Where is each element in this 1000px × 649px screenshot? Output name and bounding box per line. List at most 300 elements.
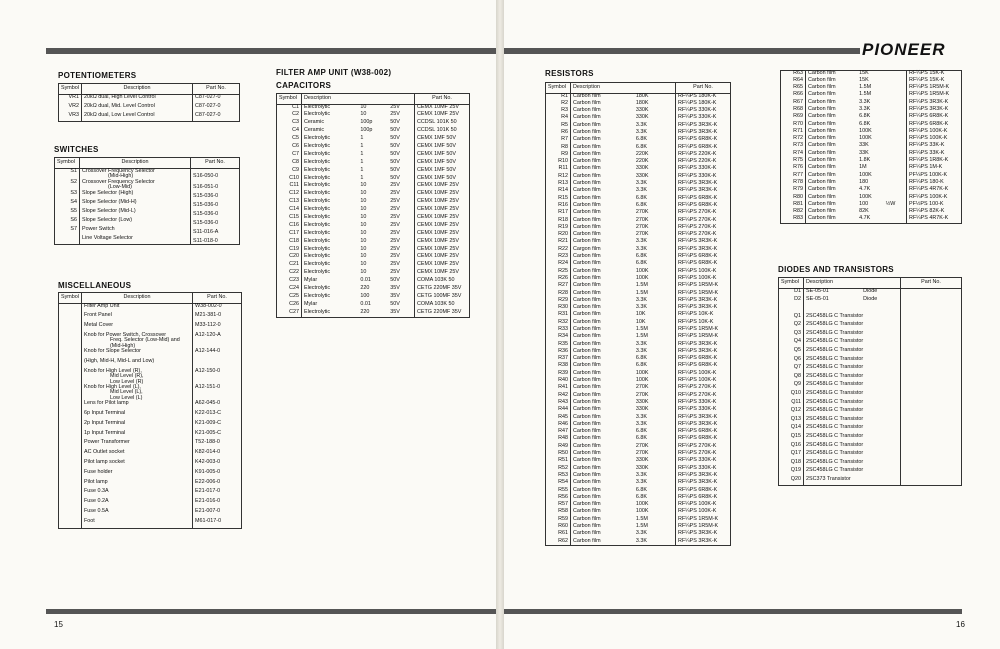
- description-cell-line: Metal Cover: [84, 322, 114, 329]
- value-cell: 3.3K: [635, 413, 647, 420]
- part-no-cell: S15-036-0: [191, 191, 240, 200]
- col-part-no: Part No.: [193, 293, 242, 304]
- description-cell: Carbon film: [806, 122, 858, 129]
- voltage-cell: 25V: [390, 261, 400, 268]
- value-cell: 10: [360, 269, 367, 276]
- wattage-cell: [667, 429, 676, 436]
- part-no-cell: RF¼PS 330K-K: [676, 466, 731, 473]
- description-cell: Carbon film: [571, 305, 634, 312]
- description-cell-line: Slope Selector (High): [82, 189, 134, 196]
- description-cell: Electrolytic: [302, 105, 359, 113]
- symbol-cell: Q1: [793, 312, 801, 319]
- part-no-cell: RF¼PS 1R5M-K: [676, 517, 731, 524]
- value-cell: 3.3K: [635, 471, 647, 478]
- col-part-no: Part No.: [415, 94, 470, 105]
- wattage-cell: [667, 283, 676, 290]
- symbol-cell: R59: [558, 515, 568, 522]
- symbol-cell: R58: [558, 508, 568, 515]
- symbol-cell: R24: [558, 260, 568, 267]
- part-no-cell: W38-002-0: [193, 304, 242, 314]
- symbol-cell: [59, 470, 82, 480]
- description-cell: Electrolytic: [302, 231, 359, 239]
- description-cell-line: Fuse 0.3A: [84, 488, 109, 495]
- value-cell: 3.3K: [635, 479, 647, 486]
- description-cell-line: Freq. Selector (Low-Mid) and: [110, 337, 180, 344]
- symbol-cell: R5: [561, 121, 568, 128]
- description-cell: [80, 236, 191, 245]
- value-cell: 180K: [635, 99, 649, 106]
- description-cell: [82, 509, 193, 519]
- description-cell: Carbon film: [806, 216, 858, 223]
- part-no-cell: [901, 417, 962, 426]
- symbol-cell: S2: [70, 178, 77, 185]
- part-no-cell: RF¼PS 3R3K-K: [676, 473, 731, 480]
- description-cell: 2SC373 Transistor: [804, 477, 901, 486]
- value-cell: 220K: [635, 150, 649, 157]
- part-no-cell: M21-381-0: [193, 313, 242, 323]
- page-number-left: 15: [54, 620, 63, 629]
- description-cell: Carbon film: [571, 159, 634, 166]
- symbol-cell: R61: [558, 530, 568, 537]
- resistors-title: RESISTORS: [545, 69, 594, 78]
- symbol-cell: R3: [561, 107, 568, 114]
- symbol-cell: [59, 323, 82, 333]
- description-cell: Mylar: [302, 278, 359, 286]
- symbol-cell: R62: [558, 537, 568, 544]
- part-no-cell: [901, 443, 962, 452]
- description-cell: [82, 519, 193, 529]
- voltage-cell: 25V: [390, 229, 400, 236]
- wattage-cell: [884, 173, 907, 180]
- part-no-cell: [901, 382, 962, 391]
- symbol-cell: [59, 450, 82, 460]
- description-cell: Electrolytic: [302, 286, 359, 294]
- symbol-cell: Q4: [793, 338, 801, 345]
- part-no-cell: RF¼PS 100K-K: [907, 129, 962, 136]
- description-cell: Carbon film: [806, 165, 858, 172]
- description-cell: Carbon film: [571, 210, 634, 217]
- description-cell: 2SC458LG C Transistor: [804, 408, 901, 417]
- wattage-cell: [667, 232, 676, 239]
- part-no-cell: RF¼PS 100K-K: [907, 136, 962, 143]
- value-cell: 3.3K: [635, 187, 647, 194]
- symbol-cell: C26: [289, 300, 299, 307]
- symbol-cell: [59, 411, 82, 421]
- wattage-cell: [667, 276, 676, 283]
- description-cell: 2SC458LG C Transistor: [804, 460, 901, 469]
- symbol-cell: R7: [561, 136, 568, 143]
- wattage-cell: [884, 187, 907, 194]
- symbol-cell: R49: [558, 442, 568, 449]
- description-cell-line: (Low-Mid): [108, 184, 132, 191]
- voltage-cell: 25V: [390, 206, 400, 213]
- value-cell: 6.8K: [635, 201, 647, 208]
- value-cell: 3.3K: [635, 537, 647, 544]
- value-cell: 100K: [635, 267, 649, 274]
- value-cell: 3.3K: [635, 180, 647, 187]
- capacitors-table: [276, 93, 470, 318]
- symbol-cell: [59, 385, 82, 401]
- description-cell: Carbon film: [571, 276, 634, 283]
- table-row: [59, 333, 242, 349]
- description-cell: Carbon film: [806, 107, 858, 114]
- value-cell: 4.7K: [859, 215, 871, 222]
- description-cell-line: Knob for High Level (L),: [84, 383, 141, 390]
- part-no-cell: A62-045-0: [193, 401, 242, 411]
- symbol-cell: S1: [70, 168, 77, 174]
- wattage-cell: [667, 166, 676, 173]
- part-no-cell: S16-051-0: [191, 180, 240, 191]
- value-cell: 100p: [360, 119, 373, 126]
- wattage-cell: [667, 203, 676, 210]
- symbol-cell: [55, 236, 80, 245]
- part-no-cell: RF¼PS 1R5M-K: [676, 334, 731, 341]
- miscellaneous-table: [58, 292, 242, 529]
- wattage-cell: [667, 524, 676, 531]
- symbol-cell: R63: [793, 70, 803, 76]
- symbol-cell: R71: [793, 127, 803, 134]
- part-no-cell: C87-027-0: [193, 95, 240, 104]
- symbol-cell: C2: [292, 111, 299, 118]
- wattage-cell: [667, 502, 676, 509]
- description-cell-line: Mid Level (R),: [110, 373, 144, 380]
- symbol-cell: R30: [558, 304, 568, 311]
- value-cell: 10: [360, 182, 367, 189]
- symbol-cell: R27: [558, 282, 568, 289]
- symbol-cell: R23: [558, 253, 568, 260]
- value-cell: 1: [360, 150, 364, 157]
- description-cell-line: 1p Input Terminal: [84, 429, 126, 436]
- value-cell: 330K: [635, 107, 649, 114]
- symbol-cell: R28: [558, 289, 568, 296]
- symbol-cell: R40: [558, 377, 568, 384]
- description-cell: 20kΩ dual, Low Level Control: [82, 113, 193, 122]
- value-cell: 270K: [635, 442, 649, 449]
- value-cell: 100: [859, 200, 869, 207]
- part-no-cell: RF¼PS 1R5M-K: [676, 283, 731, 290]
- symbol-cell: R35: [558, 340, 568, 347]
- symbol-cell: R50: [558, 450, 568, 457]
- filter-amp-title: FILTER AMP UNIT (W38-002): [276, 68, 392, 77]
- part-no-cell: [901, 408, 962, 417]
- value-cell: 6.8K: [635, 194, 647, 201]
- part-no-cell: RF¼PS 6R8K-K: [676, 137, 731, 144]
- symbol-cell: R21: [558, 238, 568, 245]
- diodes-transistors-title: DIODES AND TRANSISTORS: [778, 265, 894, 274]
- voltage-cell: 25V: [390, 237, 400, 244]
- col-part-no: Part No.: [676, 83, 731, 94]
- part-no-cell: [901, 322, 962, 331]
- col-part-no: Part No.: [191, 158, 240, 169]
- description-cell: Carbon film: [571, 488, 634, 495]
- description-cell: Carbon film: [571, 517, 634, 524]
- symbol-cell: S7: [70, 225, 77, 232]
- part-no-cell: S15-036-0: [191, 200, 240, 209]
- part-no-cell: [901, 391, 962, 400]
- value-cell: 100K: [635, 274, 649, 281]
- col-description: Description: [571, 83, 676, 94]
- part-no-cell: RF¼PS 270K-K: [676, 218, 731, 225]
- value-cell: 3.3K: [635, 530, 647, 537]
- description-cell: Carbon film: [806, 129, 858, 136]
- description-cell: Carbon film: [571, 181, 634, 188]
- symbol-cell: R38: [558, 362, 568, 369]
- symbol-cell: R46: [558, 420, 568, 427]
- symbol-cell: Q20: [790, 475, 801, 482]
- part-no-cell: K21-005-C: [193, 431, 242, 441]
- part-no-cell: RF¼PS 6R8K-K: [676, 145, 731, 152]
- voltage-cell: 25V: [390, 111, 400, 118]
- value-cell: 100K: [635, 377, 649, 384]
- description-cell: 2SC458LG C Transistor: [804, 331, 901, 340]
- part-no-cell: RF¼PS 270K-K: [676, 444, 731, 451]
- part-no-cell: RF¼PS 270K-K: [676, 385, 731, 392]
- description-cell: Electrolytic: [302, 199, 359, 207]
- symbol-cell: R73: [793, 142, 803, 149]
- description-cell-line: Fuse 0.5A: [84, 507, 109, 514]
- voltage-cell: 25V: [390, 182, 400, 189]
- symbol-cell: [59, 431, 82, 441]
- col-symbol: Symbol: [59, 293, 82, 304]
- part-no-cell: S15-036-0: [191, 218, 240, 227]
- part-no-cell: RF¼PS 270K-K: [676, 225, 731, 232]
- description-cell-line: Line Voltage Selector: [82, 234, 133, 241]
- voltage-cell: 35V: [390, 292, 400, 299]
- description-cell: Carbon film: [571, 203, 634, 210]
- col-description: Description: [804, 278, 901, 289]
- value-cell: 10K: [635, 318, 646, 325]
- part-no-cell: RF¼PS 6R8K-K: [907, 122, 962, 129]
- description-cell: Carbon film: [571, 334, 634, 341]
- description-cell-line: Power Transformer: [84, 439, 130, 446]
- part-no-cell: RF¼PS 15K-K: [907, 78, 962, 85]
- pioneer-logo: PIONEER: [862, 40, 946, 59]
- symbol-cell: Q2: [793, 321, 801, 328]
- part-no-cell: PF½PS 100-K: [907, 202, 962, 209]
- symbol-cell: R69: [793, 113, 803, 120]
- wattage-cell: [667, 115, 676, 122]
- wattage-cell: [667, 400, 676, 407]
- symbol-cell: [59, 421, 82, 431]
- part-no-cell: RF¼PS 270K-K: [676, 393, 731, 400]
- symbol-cell: R34: [558, 333, 568, 340]
- symbol-cell: R67: [793, 98, 803, 105]
- symbol-cell: C20: [289, 253, 299, 260]
- part-no-cell: CEMX 10MF 25V: [415, 215, 470, 223]
- voltage-cell: 25V: [390, 245, 400, 252]
- description-cell: Carbon film: [571, 269, 634, 276]
- part-no-cell: RF¼PS 6R8K-K: [676, 363, 731, 370]
- description-cell: Electrolytic: [302, 152, 359, 160]
- description-cell-line: AC Outlet socket: [84, 449, 125, 456]
- value-cell: 100: [360, 292, 370, 299]
- part-no-cell: RF¼PS 270K-K: [676, 451, 731, 458]
- wattage-cell: [884, 216, 907, 223]
- description-cell-line: Lens for Pilot lamp: [84, 400, 129, 407]
- part-no-cell: [901, 451, 962, 460]
- value-cell: 270K: [635, 391, 649, 398]
- description-cell: Carbon film: [571, 283, 634, 290]
- capacitors-title: CAPACITORS: [276, 81, 332, 90]
- description-cell: 2SC458LG C Transistor: [804, 365, 901, 374]
- part-no-cell: CEMX 10MF 25V: [415, 254, 470, 262]
- description-cell: Ceramic: [302, 128, 359, 136]
- symbol-cell: R53: [558, 471, 568, 478]
- value-cell: 3.3K: [635, 304, 647, 311]
- part-no-cell: [901, 365, 962, 374]
- description-cell: Electrolytic: [302, 294, 359, 302]
- value-cell: 1: [360, 166, 364, 173]
- value-cell: 0.01: [360, 300, 371, 307]
- part-no-cell: RF¼PS 6R8K-K: [676, 436, 731, 443]
- description-cell: Carbon film: [571, 130, 634, 137]
- part-no-cell: T52-188-0: [193, 440, 242, 450]
- description-cell: Carbon film: [571, 495, 634, 502]
- value-cell: 330K: [635, 398, 649, 405]
- description-cell: Carbon film: [571, 320, 634, 327]
- wattage-cell: [884, 114, 907, 121]
- description-cell: Carbon film: [806, 85, 858, 92]
- symbol-cell: R29: [558, 296, 568, 303]
- part-no-cell: A12-150-0: [193, 369, 242, 385]
- description-cell: 2SC458LG C Transistor: [804, 443, 901, 452]
- wattage-cell: [667, 320, 676, 327]
- symbol-cell: VR3: [68, 111, 79, 118]
- description-cell: Carbon film: [806, 180, 858, 187]
- description-cell: Electrolytic: [302, 223, 359, 231]
- value-cell: 330K: [635, 406, 649, 413]
- wattage-cell: [884, 136, 907, 143]
- wattage-cell: [884, 151, 907, 158]
- symbol-cell: C1: [292, 104, 299, 110]
- description-cell-line: Front Panel: [84, 312, 112, 319]
- table-row: [55, 236, 240, 245]
- description-cell: Electrolytic: [302, 254, 359, 262]
- symbol-cell: Q8: [793, 372, 801, 379]
- symbol-cell: C21: [289, 261, 299, 268]
- description-cell: Carbon film: [571, 363, 634, 370]
- description-cell: Electrolytic: [302, 247, 359, 255]
- description-cell-line: Slope Selector (Mid-L): [82, 207, 136, 214]
- symbol-cell: C25: [289, 292, 299, 299]
- part-no-cell: RF¼PS 3R3K-K: [676, 342, 731, 349]
- description-cell: Carbon film: [571, 123, 634, 130]
- symbol-cell: C3: [292, 119, 299, 126]
- description-cell: Carbon film: [571, 196, 634, 203]
- description-cell-line: Fuse holder: [84, 468, 113, 475]
- description-cell: Carbon film: [571, 137, 634, 144]
- value-cell: 180: [859, 178, 869, 185]
- symbol-cell: R81: [793, 200, 803, 207]
- symbol-cell: [59, 499, 82, 509]
- table-row: [277, 310, 470, 318]
- description-cell: Carbon film: [806, 143, 858, 150]
- col-description: Description: [82, 84, 193, 95]
- symbol-cell: R77: [793, 171, 803, 178]
- symbol-cell: S5: [70, 207, 77, 214]
- description-cell-line: (Mid-High): [108, 173, 134, 180]
- wattage-cell: [667, 210, 676, 217]
- description-cell: Carbon film: [571, 429, 634, 436]
- wattage-cell: [667, 174, 676, 181]
- part-no-cell: RF¼PS 100K-K: [676, 276, 731, 283]
- part-no-cell: CEMX 1MF 50V: [415, 160, 470, 168]
- wattage-cell: [667, 94, 676, 101]
- description-cell-line: Crossover Frequency Selector: [82, 178, 155, 185]
- symbol-cell: R22: [558, 245, 568, 252]
- wattage-cell: [667, 239, 676, 246]
- part-no-cell: RF¼PS 100K-K: [676, 509, 731, 516]
- value-cell: 33K: [859, 142, 869, 149]
- description-cell-line: Crossover Frequency Selector: [82, 168, 155, 174]
- voltage-cell: 25V: [390, 269, 400, 276]
- part-no-cell: RF¼PS 180K-K: [676, 94, 731, 101]
- symbol-cell: R68: [793, 105, 803, 112]
- part-no-cell: RF¼PS 100K-K: [676, 378, 731, 385]
- part-no-cell: RF¼PS 33K-K: [907, 151, 962, 158]
- part-no-cell: [901, 314, 962, 323]
- description-cell: SE-05-01: [804, 297, 862, 306]
- col-symbol: Symbol: [779, 278, 804, 289]
- description-cell: Cargon film: [571, 247, 634, 254]
- top-rule-right: [504, 48, 860, 54]
- part-no-cell: CEMX 1MF 50V: [415, 144, 470, 152]
- value-cell: 15K: [859, 76, 869, 83]
- wattage-cell: [667, 342, 676, 349]
- spacer-cell: [901, 306, 962, 314]
- value-cell: 3.3K: [859, 98, 871, 105]
- value-cell: 6.8K: [635, 435, 647, 442]
- description-cell: Carbon film: [571, 101, 634, 108]
- description-cell: Ceramic: [302, 120, 359, 128]
- description-cell: Carbon film: [571, 232, 634, 239]
- description-cell-line: Slope Selector (Mid-H): [82, 198, 137, 205]
- value-cell: 100K: [859, 127, 872, 134]
- description-cell: 2SC458LG C Transistor: [804, 374, 901, 383]
- description-cell: Carbon film: [571, 94, 634, 101]
- voltage-cell: 25V: [390, 104, 400, 110]
- part-no-cell: RF¼PS 6R8K-K: [676, 429, 731, 436]
- description-cell: 2SC458LG C Transistor: [804, 468, 901, 477]
- symbol-cell: R72: [793, 135, 803, 142]
- value-cell: 3.3K: [635, 238, 647, 245]
- part-no-cell: RF¼PS 6R8K-K: [676, 196, 731, 203]
- resistors-table-2: [780, 70, 962, 224]
- wattage-cell: [667, 378, 676, 385]
- wattage-cell: [667, 247, 676, 254]
- wattage-cell: [667, 436, 676, 443]
- description-cell-line: Foot: [84, 517, 95, 524]
- part-no-cell: RF¼PS 3R3K-K: [676, 480, 731, 487]
- wattage-cell: [884, 129, 907, 136]
- wattage-cell: [667, 196, 676, 203]
- value-cell: 6.8K: [635, 362, 647, 369]
- value-cell: 10: [360, 237, 367, 244]
- symbol-cell: C11: [289, 182, 299, 189]
- description-cell: [80, 180, 191, 191]
- description-cell: Carbon film: [571, 531, 634, 538]
- part-no-cell: CEMX 10MF 25V: [415, 270, 470, 278]
- description-cell: 2SC458LG C Transistor: [804, 391, 901, 400]
- symbol-cell: [59, 401, 82, 411]
- part-no-cell: CEMX 10MF 25V: [415, 247, 470, 255]
- symbol-cell: R41: [558, 384, 568, 391]
- symbol-cell: Q15: [790, 433, 801, 439]
- part-no-cell: [901, 477, 962, 486]
- part-no-cell: RF¼PS 330K-K: [676, 458, 731, 465]
- wattage-cell: [667, 422, 676, 429]
- potentiometers-title: POTENTIOMETERS: [58, 71, 137, 80]
